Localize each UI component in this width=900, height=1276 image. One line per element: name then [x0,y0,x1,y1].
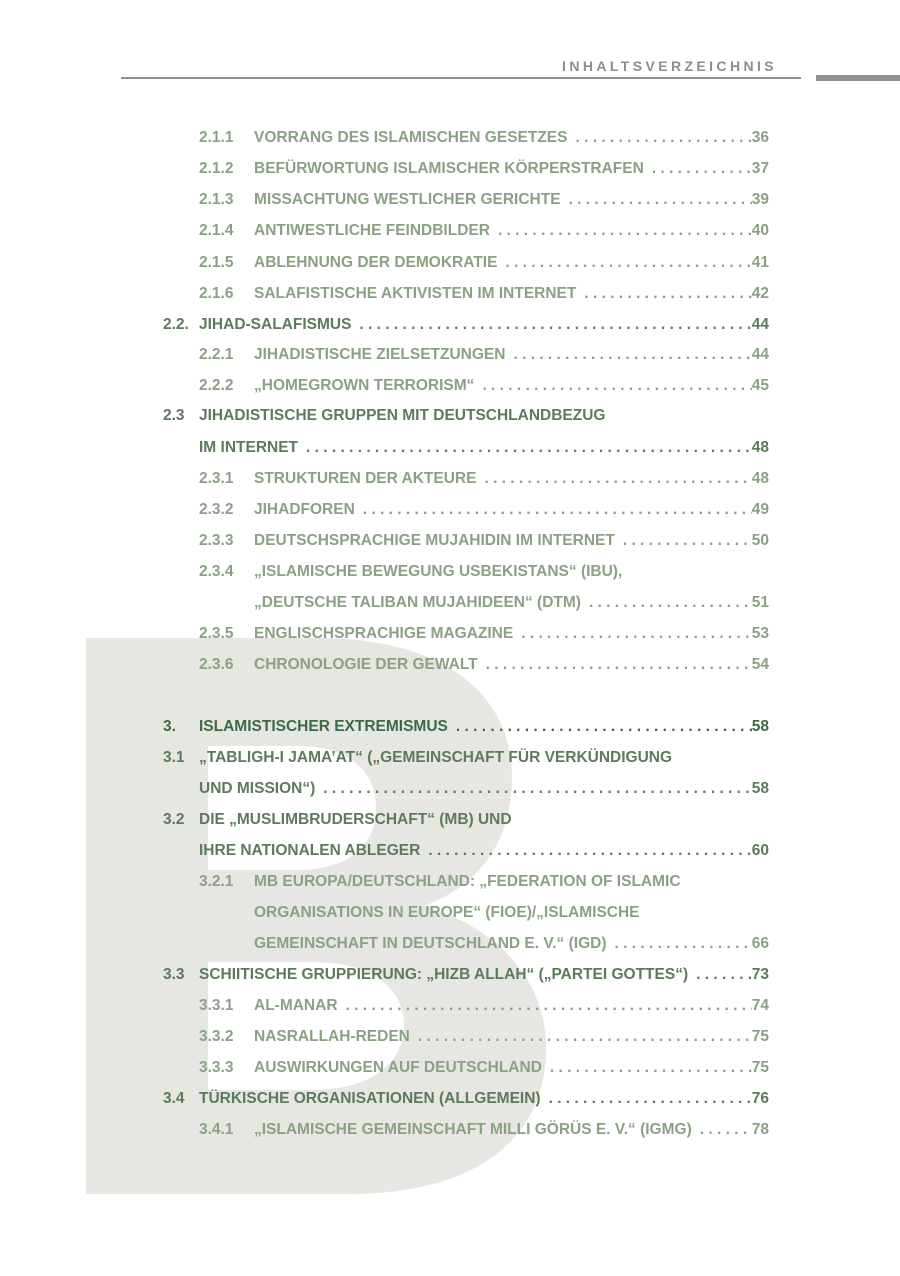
toc-dot-leader [513,621,752,647]
toc-entry[interactable] [0,807,900,833]
toc-dot-leader [567,125,751,151]
toc-page-number: 37 [751,160,769,177]
toc-entry-number: 2.3.3 [199,532,234,549]
toc-entry-number: 2.1.3 [199,191,234,208]
toc-entry[interactable] [0,497,900,523]
toc-entry-title: ENGLISCHSPRACHIGE MAGAZINE [254,625,514,642]
toc-entry[interactable] [0,590,900,616]
toc-entry-number: 2.3 [163,407,185,424]
toc-page-number: 36 [751,129,769,146]
toc-page-number: 45 [751,377,769,394]
toc-dot-leader [298,435,752,461]
toc-page-number: 53 [751,625,769,642]
toc-dot-leader [410,1024,752,1050]
toc-entry[interactable] [0,559,900,585]
toc-dot-leader [338,993,752,1019]
toc-entry-line [199,312,769,338]
toc-entry-line [254,125,769,151]
toc-entry-line [254,1117,769,1143]
toc-entry-title: DIE „MUSLIMBRUDERSCHAFT“ (MB) UND [199,811,512,828]
toc-entry-title: „ISLAMISCHE GEMEINSCHAFT MILLI GÖRÜS E. V.“ (IGMG) [254,1121,692,1138]
toc-entry[interactable] [0,466,900,492]
toc-entry-title: MB EUROPA/DEUTSCHLAND: „FEDERATION OF ISLAMIC [254,873,681,890]
toc-entry-title: BEFÜRWORTUNG ISLAMISCHER KÖRPERSTRAFEN [254,160,644,177]
toc-entry[interactable] [0,869,900,895]
toc-entry-line [199,776,769,802]
toc-entry-title: SCHIITISCHE GRUPPIERUNG: „HIZB ALLAH“ („PARTEI GOTTES“) [199,966,689,983]
toc-entry[interactable] [0,962,900,988]
toc-entry-line [254,652,769,678]
toc-entry[interactable] [0,187,900,213]
toc-page-number: 44 [751,346,769,363]
toc-entry[interactable] [0,1086,900,1112]
toc-entry[interactable] [0,838,900,864]
toc-entry-line [254,869,681,895]
toc-entry[interactable] [0,1117,900,1143]
toc-page-number: 66 [751,935,769,952]
toc-entry-title: JIHADISTISCHE ZIELSETZUNGEN [254,346,506,363]
toc-entry-number: 2.2. [163,316,189,333]
toc-entry-line [254,187,769,213]
toc-entry-number: 3.4 [163,1090,185,1107]
toc-page-number: 48 [751,439,769,456]
toc-entry[interactable] [0,776,900,802]
toc-entry-title: STRUKTUREN DER AKTEURE [254,470,477,487]
toc-entry-title: „TABLIGH-I JAMA’AT“ („GEMEINSCHAFT FÜR VERKÜNDIGUNG [199,749,673,766]
toc-dot-leader [607,931,752,957]
toc-entry-number: 3.1 [163,749,185,766]
toc-entry-line [254,281,769,307]
toc-entry[interactable] [0,621,900,647]
toc-dot-leader [497,250,751,276]
toc-dot-leader [448,714,752,740]
toc-dot-leader [355,497,752,523]
toc-page-number: 75 [751,1059,769,1076]
toc-page-number: 76 [751,1090,769,1107]
toc-entry-title: AUSWIRKUNGEN AUF DEUTSCHLAND [254,1059,542,1076]
toc-dot-leader [692,1117,752,1143]
toc-dot-leader [474,373,751,399]
toc-entry-number: 2.3.1 [199,470,234,487]
toc-page-number: 58 [751,780,769,797]
toc-dot-leader [615,528,752,554]
toc-page-number: 39 [751,191,769,208]
toc-entry-title: IM INTERNET [199,439,299,456]
toc-dot-leader [581,590,752,616]
toc-entry-title: NASRALLAH-REDEN [254,1028,410,1045]
toc-entry-number: 2.3.4 [199,563,234,580]
toc-entry-line [199,962,769,988]
toc-entry-title: JIHADFOREN [254,501,355,518]
toc-entry-line [254,497,769,523]
toc-entry-line [254,250,769,276]
toc-entry-number: 2.3.6 [199,656,234,673]
toc-page-number: 51 [751,594,769,611]
toc-entry[interactable] [0,403,900,429]
toc-entry-title: ABLEHNUNG DER DEMOKRATIE [254,254,498,271]
toc-page-number: 48 [751,470,769,487]
toc-page-number: 54 [751,656,769,673]
toc-entry-line [199,838,769,864]
toc-entry-number: 2.1.1 [199,129,234,146]
toc-entry[interactable] [0,125,900,151]
toc-entry-number: 2.1.6 [199,285,234,302]
toc-entry-line [254,466,769,492]
toc-entry-number: 3.3 [163,966,185,983]
toc-entry-line [254,621,769,647]
toc-entry-number: 2.2.2 [199,377,234,394]
toc-dot-leader [351,312,751,338]
toc-entry-line [254,1024,769,1050]
toc-entry-number: 3. [163,718,176,735]
toc-entry-number: 3.3.2 [199,1028,234,1045]
toc-dot-leader [478,652,752,678]
toc-dot-leader [315,776,752,802]
toc-dot-leader [505,342,751,368]
toc-page-number: 41 [751,254,769,271]
toc-page-number: 44 [751,316,769,333]
toc-entry[interactable] [0,281,900,307]
toc-entry-title: SALAFISTISCHE AKTIVISTEN IM INTERNET [254,285,577,302]
running-header-title: INHALTSVERZEICHNIS [562,58,777,74]
toc-entry[interactable] [0,218,900,244]
toc-page-number: 50 [751,532,769,549]
toc-entry-line [254,559,622,585]
toc-entry-number: 3.4.1 [199,1121,234,1138]
toc-entry[interactable] [0,1055,900,1081]
toc-entry-title: ANTIWESTLICHE FEINDBILDER [254,222,490,239]
toc-dot-leader [542,1055,752,1081]
toc-entry[interactable] [0,745,900,771]
toc-entry[interactable] [0,993,900,1019]
toc-entry[interactable] [0,156,900,182]
toc-entry-number: 2.3.5 [199,625,234,642]
toc-entry-title: MISSACHTUNG WESTLICHER GERICHTE [254,191,561,208]
toc-dot-leader [490,218,752,244]
toc-entry-title: CHRONOLOGIE DER GEWALT [254,656,478,673]
toc-entry-title: „ISLAMISCHE BEWEGUNG USBEKISTANS“ (IBU), [254,563,623,580]
toc-entry[interactable] [0,714,900,740]
toc-entry-line [199,1086,769,1112]
toc-entry-title: VORRANG DES ISLAMISCHEN GESETZES [254,129,568,146]
toc-entry[interactable] [0,312,900,338]
toc-entry-title: AL-MANAR [254,997,338,1014]
toc-dot-leader [476,466,751,492]
toc-page-number: 49 [751,501,769,518]
toc-page-number: 78 [751,1121,769,1138]
toc-page-number: 42 [751,285,769,302]
toc-entry-line [199,403,605,429]
toc-entry-line [254,590,769,616]
toc-entry-line [254,342,769,368]
toc-page-number: 40 [751,222,769,239]
toc-dot-leader [644,156,752,182]
toc-entry-title: TÜRKISCHE ORGANISATIONEN (ALLGEMEIN) [199,1090,541,1107]
toc-entry-number: 3.3.1 [199,997,234,1014]
toc-entry-line [199,435,769,461]
toc-entry-line [199,807,512,833]
toc-entry-title: JIHAD-SALAFISMUS [199,316,352,333]
toc-dot-leader [420,838,751,864]
toc-dot-leader [561,187,752,213]
toc-entry-number: 2.1.5 [199,254,234,271]
toc-entry-title: „DEUTSCHE TALIBAN MUJAHIDEEN“ (DTM) [254,594,581,611]
toc-dot-leader [541,1086,752,1112]
toc-entry[interactable] [0,1024,900,1050]
toc-entry[interactable] [0,342,900,368]
toc-entry-number: 3.2 [163,811,185,828]
toc-entry-title: GEMEINSCHAFT IN DEUTSCHLAND E. V.“ (IGD) [254,935,607,952]
toc-entry-line [254,900,640,926]
toc-page-number: 75 [751,1028,769,1045]
toc-entry[interactable] [0,528,900,554]
toc-entry[interactable] [0,900,900,926]
toc-entry-title: „HOMEGROWN TERRORISM“ [254,377,475,394]
toc-page-number: 58 [751,718,769,735]
toc-entry-title: ISLAMISTISCHER EXTREMISMUS [199,718,448,735]
toc-page-number: 74 [751,997,769,1014]
toc-entry-line [254,373,769,399]
toc-entry-title: IHRE NATIONALEN ABLEGER [199,842,421,859]
toc-entry-line [254,931,769,957]
toc-entry-number: 2.3.2 [199,501,234,518]
toc-page-number: 73 [751,966,769,983]
toc-entry-line [254,156,769,182]
toc-entry-line [254,1055,769,1081]
toc-entry[interactable] [0,652,900,678]
toc-entry-line [199,714,769,740]
toc-dot-leader [576,281,751,307]
toc-entry-number: 3.2.1 [199,873,234,890]
toc-dot-leader [688,962,752,988]
toc-entry-line [254,528,769,554]
toc-entry-title: UND MISSION“) [199,780,316,797]
toc-entry-title: ORGANISATIONS IN EUROPE“ (FIOE)/„ISLAMISCHE [254,904,640,921]
toc-entry[interactable] [0,931,900,957]
toc-entry[interactable] [0,435,900,461]
toc-entry-line [254,993,769,1019]
toc-entry-line [199,745,672,771]
toc-entry-title: JIHADISTISCHE GRUPPEN MIT DEUTSCHLANDBEZUG [199,407,606,424]
toc-entry-number: 3.3.3 [199,1059,234,1076]
toc-entry[interactable] [0,373,900,399]
toc-entry-line [254,218,769,244]
toc-entry-number: 2.2.1 [199,346,234,363]
toc-entry-number: 2.1.4 [199,222,234,239]
toc-entry-number: 2.1.2 [199,160,234,177]
toc-entry-title: DEUTSCHSPRACHIGE MUJAHIDIN IM INTERNET [254,532,615,549]
toc-page-number: 60 [751,842,769,859]
toc-entry[interactable] [0,250,900,276]
